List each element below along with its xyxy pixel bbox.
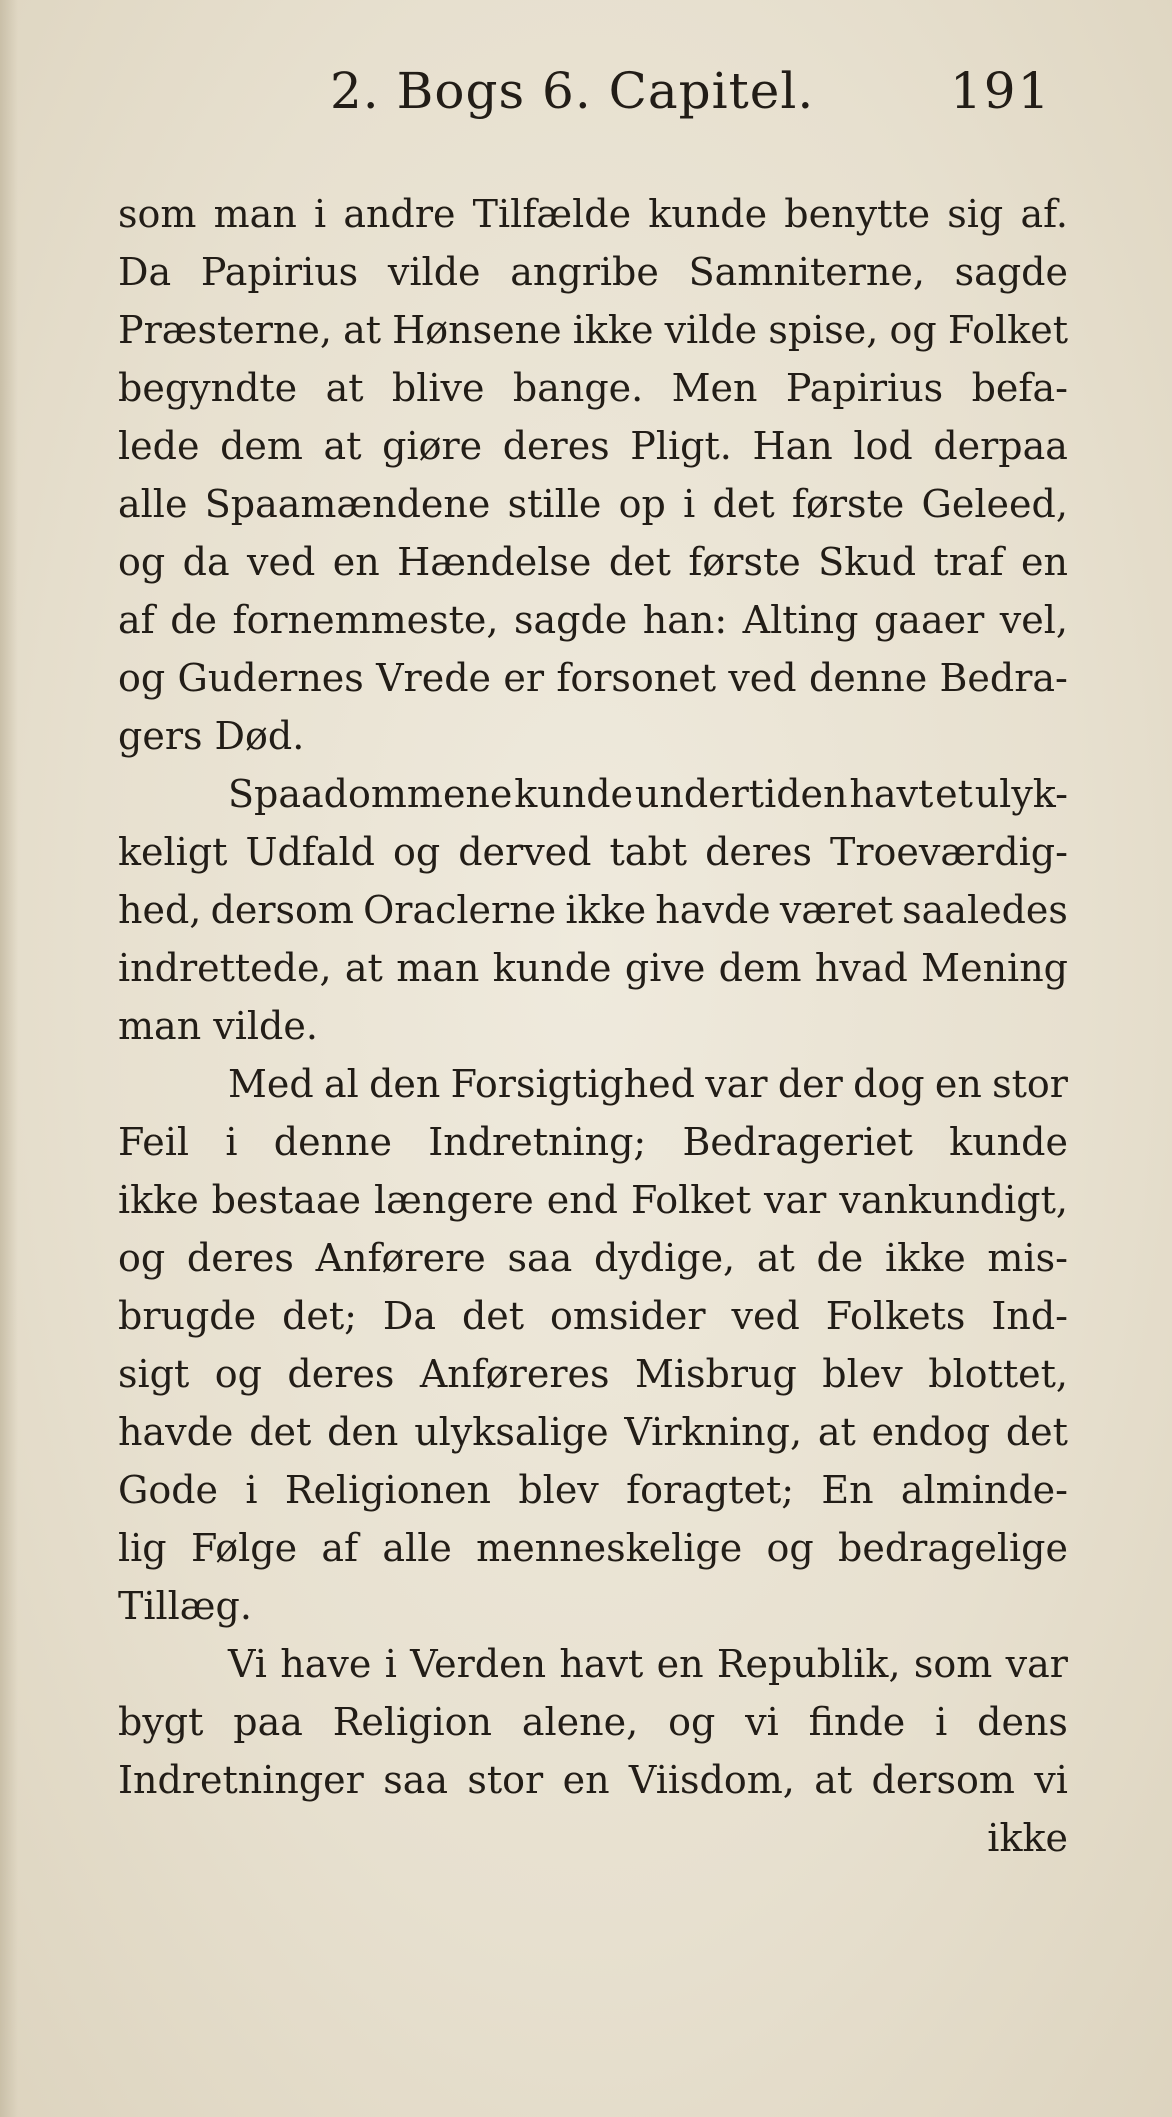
text-line-1: som man i andre Tilfælde kunde benytte sig af. [118, 192, 1068, 236]
text-line-16: Med al den Forsigtighed var der dog en stor [228, 1062, 1068, 1106]
running-head: 2. Bogs 6. Capitel. [330, 62, 815, 120]
text-line-13: hed, dersom Oraclerne ikke havde været saaledes [118, 888, 1068, 932]
page-gutter-shadow [0, 0, 18, 2117]
text-line-12: keligt Udfald og derved tabt deres Troeværdig- [118, 830, 1068, 874]
text-line-8: af de fornemmeste, sagde han: Alting gaaer vel, [118, 598, 1068, 642]
text-line-17: Feil i denne Indretning; Bedrageriet kunde [118, 1120, 1068, 1164]
page-header [0, 62, 1172, 132]
text-line-26: Vi have i Verden havt en Republik, som var [228, 1642, 1068, 1686]
text-line-20: brugde det; Da det omsider ved Folkets Ind- [118, 1294, 1068, 1338]
text-line-2: Da Papirius vilde angribe Samniterne, sagde [118, 250, 1068, 294]
text-line-9: og Gudernes Vrede er forsonet ved denne Bedra- [118, 656, 1068, 700]
page-number: 191 [950, 62, 1052, 120]
text-line-3: Præsterne, at Hønsene ikke vilde spise, og Folket [118, 308, 1068, 352]
text-line-15: man vilde. [118, 1004, 318, 1048]
text-line-7: og da ved en Hændelse det første Skud traf en [118, 540, 1068, 584]
text-line-28: Indretninger saa stor en Viisdom, at dersom vi [118, 1758, 1068, 1802]
text-line-4: begyndte at blive bange. Men Papirius befa- [118, 366, 1068, 410]
text-line-21: sigt og deres Anføreres Misbrug blev blottet, [118, 1352, 1068, 1396]
text-line-14: indrettede, at man kunde give dem hvad Mening [118, 946, 1068, 990]
text-line-11: Spaadommene kunde undertiden havt et ulyk- [228, 772, 1068, 816]
text-line-24: lig Følge af alle menneskelige og bedragelige [118, 1526, 1068, 1570]
text-line-6: alle Spaamændene stille op i det første Geleed, [118, 482, 1068, 526]
text-line-10: gers Død. [118, 714, 305, 758]
text-line-25: Tillæg. [118, 1584, 252, 1628]
text-line-18: ikke bestaae længere end Folket var vankundigt, [118, 1178, 1068, 1222]
text-line-23: Gode i Religionen blev foragtet; En alminde- [118, 1468, 1068, 1512]
text-line-5: lede dem at giøre deres Pligt. Han lod derpaa [118, 424, 1068, 468]
text-line-22: havde det den ulyksalige Virkning, at endog det [118, 1410, 1068, 1454]
body-text [118, 185, 1068, 1867]
catchword: ikke [987, 1816, 1068, 1860]
text-line-27: bygt paa Religion alene, og vi finde i dens [118, 1700, 1068, 1744]
text-line-19: og deres Anførere saa dydige, at de ikke mis- [118, 1236, 1068, 1280]
